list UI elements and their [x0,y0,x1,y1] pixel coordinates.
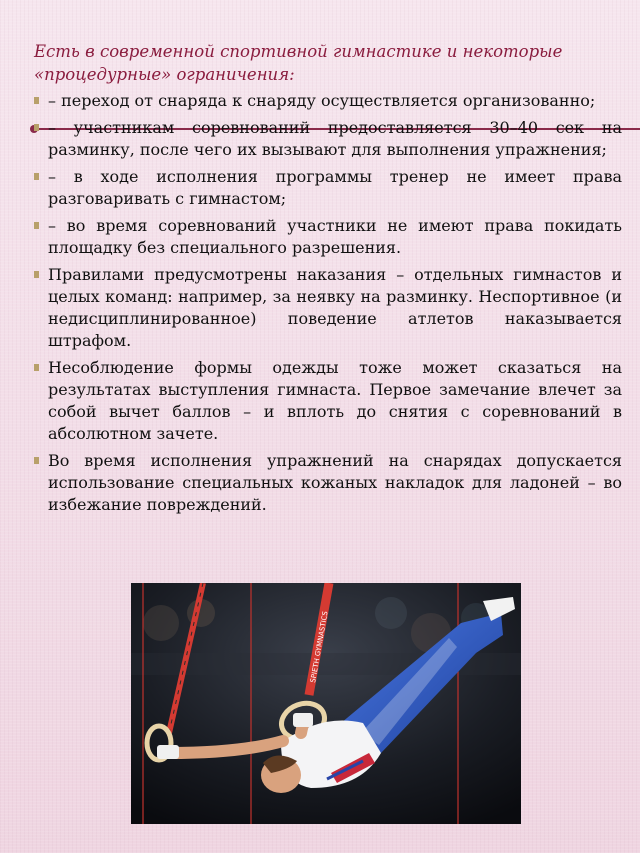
list-item: – во время соревнований участники не имеют права покидать площадку без специального разрешения. [34,215,622,259]
gymnast-rings-photo [131,583,521,824]
list-item: Правилами предусмотрены наказания – отдельных гимнастов и целых команд: например, за неявку на разминку. Неспортивное (и недисциплинированное) поведение атлетов наказывается штрафом. [34,264,622,352]
list-item: – участникам соревнований предоставляется 30–40 сек на разминку, после чего их вызывают для выполнения упражнения; [34,117,622,161]
list-item: – в ходе исполнения программы тренер не имеет права разговаривать с гимнастом; [34,166,622,210]
slide-heading: Есть в современной спортивной гимнастике и некоторые «процедурные» ограничения: [34,42,563,84]
list-item: Во время исполнения упражнений на снарядах допускается использование специальных кожаных накладок для ладоней – во избежание повреждений. [34,450,622,516]
strap-label: SPIETH GYMNASTICS [309,610,330,684]
list-item: Несоблюдение формы одежды тоже может сказаться на результатах выступления гимнаста. Первое замечание влечет за собой вычет баллов – и вплоть до снятия с соревнований в абсолютном зачете. [34,357,622,445]
list-item: – переход от снаряда к снаряду осуществляется организованно; [34,90,622,112]
slide-bullet-list [34,90,622,521]
